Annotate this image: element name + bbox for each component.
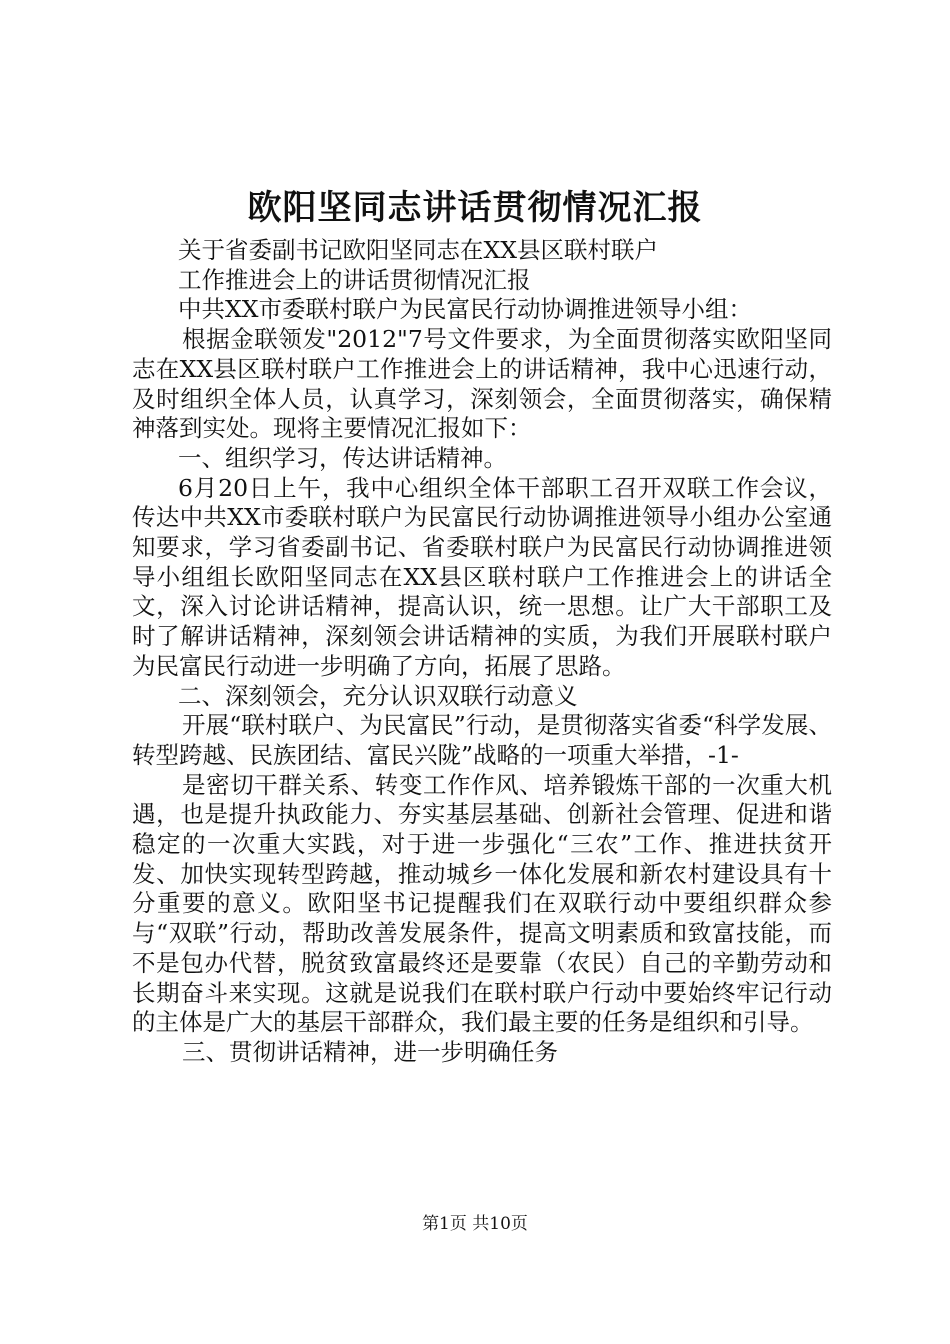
subtitle-line-2: 工作推进会上的讲话贯彻情况汇报 bbox=[178, 265, 531, 294]
section-heading-3: 三、贯彻讲话精神，进一步明确任务 bbox=[182, 1037, 558, 1066]
section-1-paragraph: 6月20日上午，我中心组织全体干部职工召开双联工作会议，传达中共XX市委联村联户为民富民行动协调推进领导小组办公室通知要求，学习省委副书记、省委联村联户为民富民行动协调推进领导小组组长欧阳坚同志在XX县区联村联户工作推进会上的讲话全文，深入讨论讲话精神，提高认识，统一思想。让广大干部职工及时了解讲话精神，深刻领会讲话精神的实质，为我们开展联村联户为民富民行动进一步明确了方向，拓展了思路。 bbox=[132, 473, 832, 680]
section-2-paragraph-2: 是密切干群关系、转变工作作风、培养锻炼干部的一次重大机遇，也是提升执政能力、夯实基层基础、创新社会管理、促进和谐稳定的一次重大实践，对于进一步强化“三农”工作、推进扶贫开发、加快实现转型跨越，推动城乡一体化发展和新农村建设具有十分重要的意义。欧阳坚书记提醒我们在双联行动中要组织群众参与“双联”行动，帮助改善发展条件，提高文明素质和致富技能，而不是包办代替，脱贫致富最终还是要靠（农民）自己的辛勤劳动和长期奋斗来实现。这就是说我们在联村联户行动中要始终牢记行动的主体是广大的基层干部群众，我们最主要的任务是组织和引导。 bbox=[132, 770, 832, 1037]
document-title: 欧阳坚同志讲话贯彻情况汇报 bbox=[247, 188, 703, 228]
subtitle-line-1: 关于省委副书记欧阳坚同志在XX县区联村联户 bbox=[178, 236, 658, 264]
section-heading-2: 二、深刻领会，充分认识双联行动意义 bbox=[178, 681, 578, 710]
section-2-paragraph-1: 开展“联村联户、为民富民”行动，是贯彻落实省委“科学发展、转型跨越、民族团结、富民兴陇”战略的一项重大举措，-1- bbox=[132, 711, 832, 769]
page-number-footer: 第1页 共10页 bbox=[422, 1214, 528, 1234]
document-body bbox=[132, 236, 832, 1068]
addressee-line: 中共XX市委联村联户为民富民行动协调推进领导小组： bbox=[178, 295, 752, 324]
intro-paragraph: 根据金联领发"2012"7号文件要求，为全面贯彻落实欧阳坚同志在XX县区联村联户工作推进会上的讲话精神，我中心迅速行动，及时组织全体人员，认真学习，深刻领会，全面贯彻落实，确保精神落到实处。现将主要情况汇报如下： bbox=[132, 325, 832, 443]
section-heading-1: 一、组织学习，传达讲话精神。 bbox=[178, 443, 507, 472]
